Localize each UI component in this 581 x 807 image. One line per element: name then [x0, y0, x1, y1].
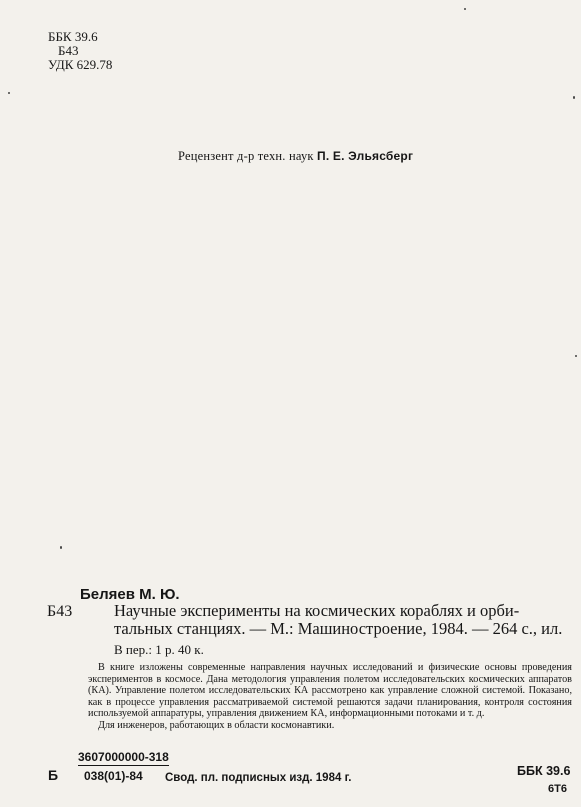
speck [575, 355, 577, 357]
footer-letter: Б [48, 767, 59, 783]
annotation-audience: Для инженеров, работающих в области космонавтики. [98, 719, 335, 731]
price: В пер.: 1 р. 40 к. [114, 642, 204, 657]
bbk-code: ББК 39.6 [48, 29, 98, 44]
speck [60, 546, 62, 549]
reviewer-name: П. Е. Эльясберг [317, 149, 414, 163]
annotation-paragraph: В книге изложены современные направления научных исследований и физические основы проведения экспериментов в космосе. Дана методология управления полетом исследовательских космических аппаратов (КА). Управление полетом исследовательских КА рассмотрено как управление сложной системой. Показано, как в процессе управления рассматриваемой системой решаются задачи планирования, контроля состояния используемой аппаратуры, управления движением КА, информационными потоками и т. д. [88, 662, 572, 720]
book-author: Беляев М. Ю. [80, 586, 180, 603]
index-fraction [78, 750, 169, 783]
speck [573, 96, 575, 99]
footer-bbk-sub: 6Т6 [548, 783, 567, 795]
class-code: Б43 [47, 603, 73, 620]
reviewer-prefix: Рецензент д-р техн. наук [178, 149, 314, 163]
fraction-denominator: 038(01)-84 [84, 769, 143, 783]
footer-bbk-code: ББК 39.6 [517, 764, 571, 778]
svod-line: Свод. пл. подписных изд. 1984 г. [165, 772, 352, 784]
book-title [114, 602, 576, 638]
reviewer-line [178, 149, 413, 164]
footer-bbk [517, 764, 570, 795]
udk-code: УДК 629.78 [48, 57, 113, 72]
title-line-2: тальных станциях. — М.: Машиностроение, 1984. — 264 с., ил. [114, 619, 563, 638]
speck [8, 92, 10, 94]
title-line-1: Научные эксперименты на космических кораблях и орби- [114, 601, 520, 620]
author-mark: Б43 [58, 43, 79, 58]
annotation [88, 662, 572, 732]
fraction-numerator: 3607000000-318 [78, 750, 169, 764]
classification-codes [48, 30, 112, 72]
speck [464, 8, 466, 10]
